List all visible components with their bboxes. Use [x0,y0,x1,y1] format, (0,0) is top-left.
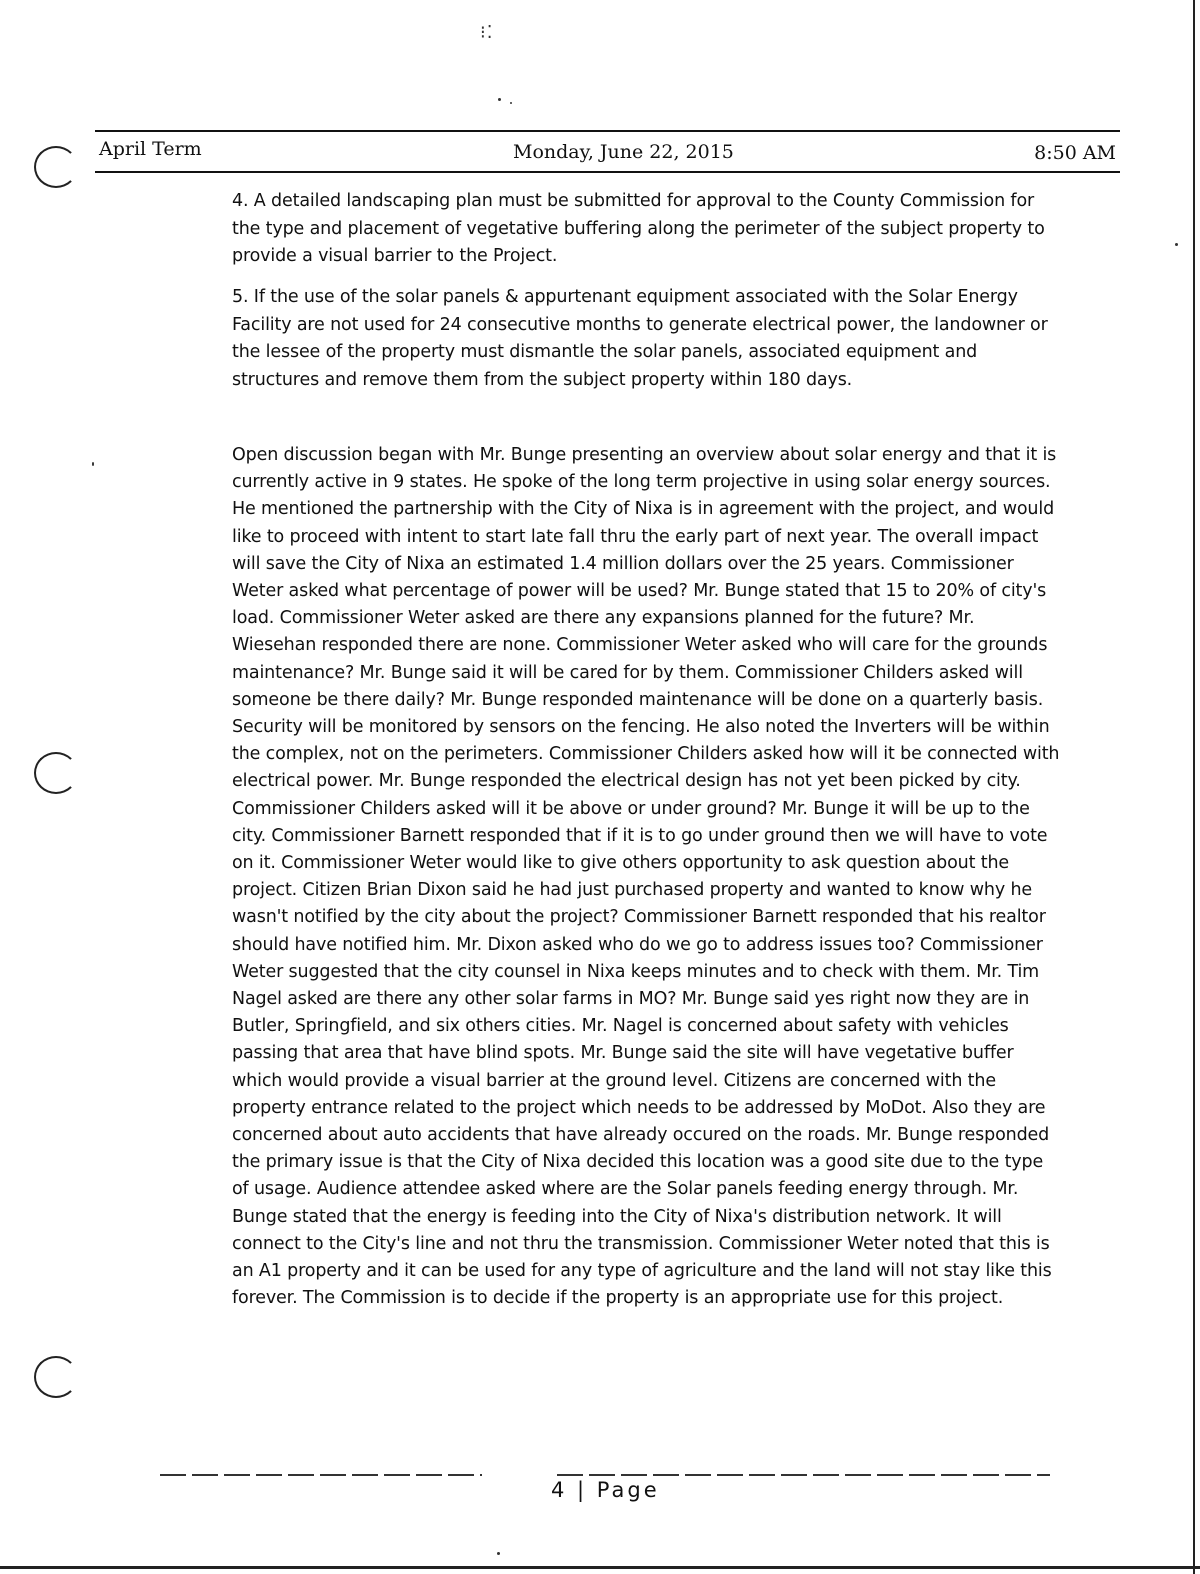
discussion-paragraph [232,442,1062,1313]
scan-speck [497,1552,500,1555]
condition-item-4 [232,188,1062,271]
condition-text: 4. A detailed landscaping plan must be submitted for approval to the County Commission for the type and placement of vegetative buffering along the perimeter of the subject property to provide a visual barrier to the Project. [232,191,1045,266]
page-number: 4 | Page [551,1478,660,1502]
scan-speck [498,98,501,101]
condition-text: 5. If the use of the solar panels & appurtenant equipment associated with the Solar Energy Facility are not used for 24 consecutive months to generate electrical power, the landowner or the lessee of the property must dismantle the solar panels, associated equipment and structures and remove them from the subject property within 180 days. [232,287,1048,390]
header-time: 8:50 AM [1034,142,1116,164]
scan-speck [92,462,94,466]
header-date: Monday, June 22, 2015 [513,141,734,163]
scan-speck [510,102,512,104]
header-term: April Term [99,138,202,160]
scan-speck [1175,243,1178,246]
scan-artifact-mark: ⁝⁚ [480,22,494,43]
binder-hole-bottom [34,1356,78,1398]
binder-hole-middle [34,752,78,794]
footer-rule-left [160,1474,482,1476]
header-rule-top [95,130,1120,132]
binder-hole-top [34,146,78,188]
condition-item-5 [232,284,1062,394]
scan-border-right [1193,0,1195,1574]
footer-rule-right [557,1474,1050,1476]
scan-border-bottom [0,1566,1200,1569]
discussion-text: Open discussion began with Mr. Bunge presenting an overview about solar energy and that it is currently active in 9 states. He spoke of the long term projective in using solar energy sources. He mentioned the partnership with the City of Nixa is in agreement with the project, and would like to proceed with intent to start late fall thru the early part of next year. The overall impact will save the City of Nixa an estimated 1.4 million dollars over the 25 years. Commissioner Weter asked what percentage of power will be used? Mr. Bunge stated that 15 to 20% of city's load. Commissioner Weter asked are there any expansions planned for the future? Mr. Wiesehan responded there are none. Commissioner Weter asked who will care for the grounds maintenance? Mr. Bunge said it will be cared for by them. Commissioner Childers asked will someone be there daily? Mr. Bunge responded maintenance will be done on a quarterly basis. Security will be monitored by sensors on the fencing. He also noted the Inverters will be within the complex, not on the perimeters. Commissioner Childers asked how will it be connected with electrical power. Mr. Bunge responded the electrical design has not yet been picked by city. Commissioner Childers asked will it be above or under ground? Mr. Bunge it will be up to the city. Commissioner Barnett responded that if it is to go under ground then we will have to vote on it. Commissioner Weter would like to give others opportunity to ask question about the project. Citizen Brian Dixon said he had just purchased property and wanted to know why he wasn't notified by the city about the project? Commissioner Barnett responded that his realtor should have notified him. Mr. Dixon asked who do we go to address issues too? Commissioner Weter suggested that the city counsel in Nixa keeps minutes and to check with them. Mr. Tim Nagel asked are there any other solar farms in MO? Mr. Bunge said yes right now they are in Butler, Springfield, and six others cities. Mr. Nagel is concerned about safety with vehicles passing that area that have blind spots. Mr. Bunge said the site will have vegetative buffer which would provide a visual barrier at the ground level. Citizens are concerned with the property entrance related to the project which needs to be addressed by MoDot. Also they are concerned about auto accidents that have already occured on the roads. Mr. Bunge responded the primary issue is that the City of Nixa decided this location was a good site due to the type of usage. Audience attendee asked where are the Solar panels feeding energy through. Mr. Bunge stated that the energy is feeding into the City of Nixa's distribution network. It will connect to the City's line and not thru the transmission. Commissioner Weter noted that this is an A1 property and it can be used for any type of agriculture and the land will not stay like this forever. The Commission is to decide if the property is an appropriate use for this project. [232,445,1060,1309]
page-header [95,134,1120,170]
header-rule-bottom [95,171,1120,173]
